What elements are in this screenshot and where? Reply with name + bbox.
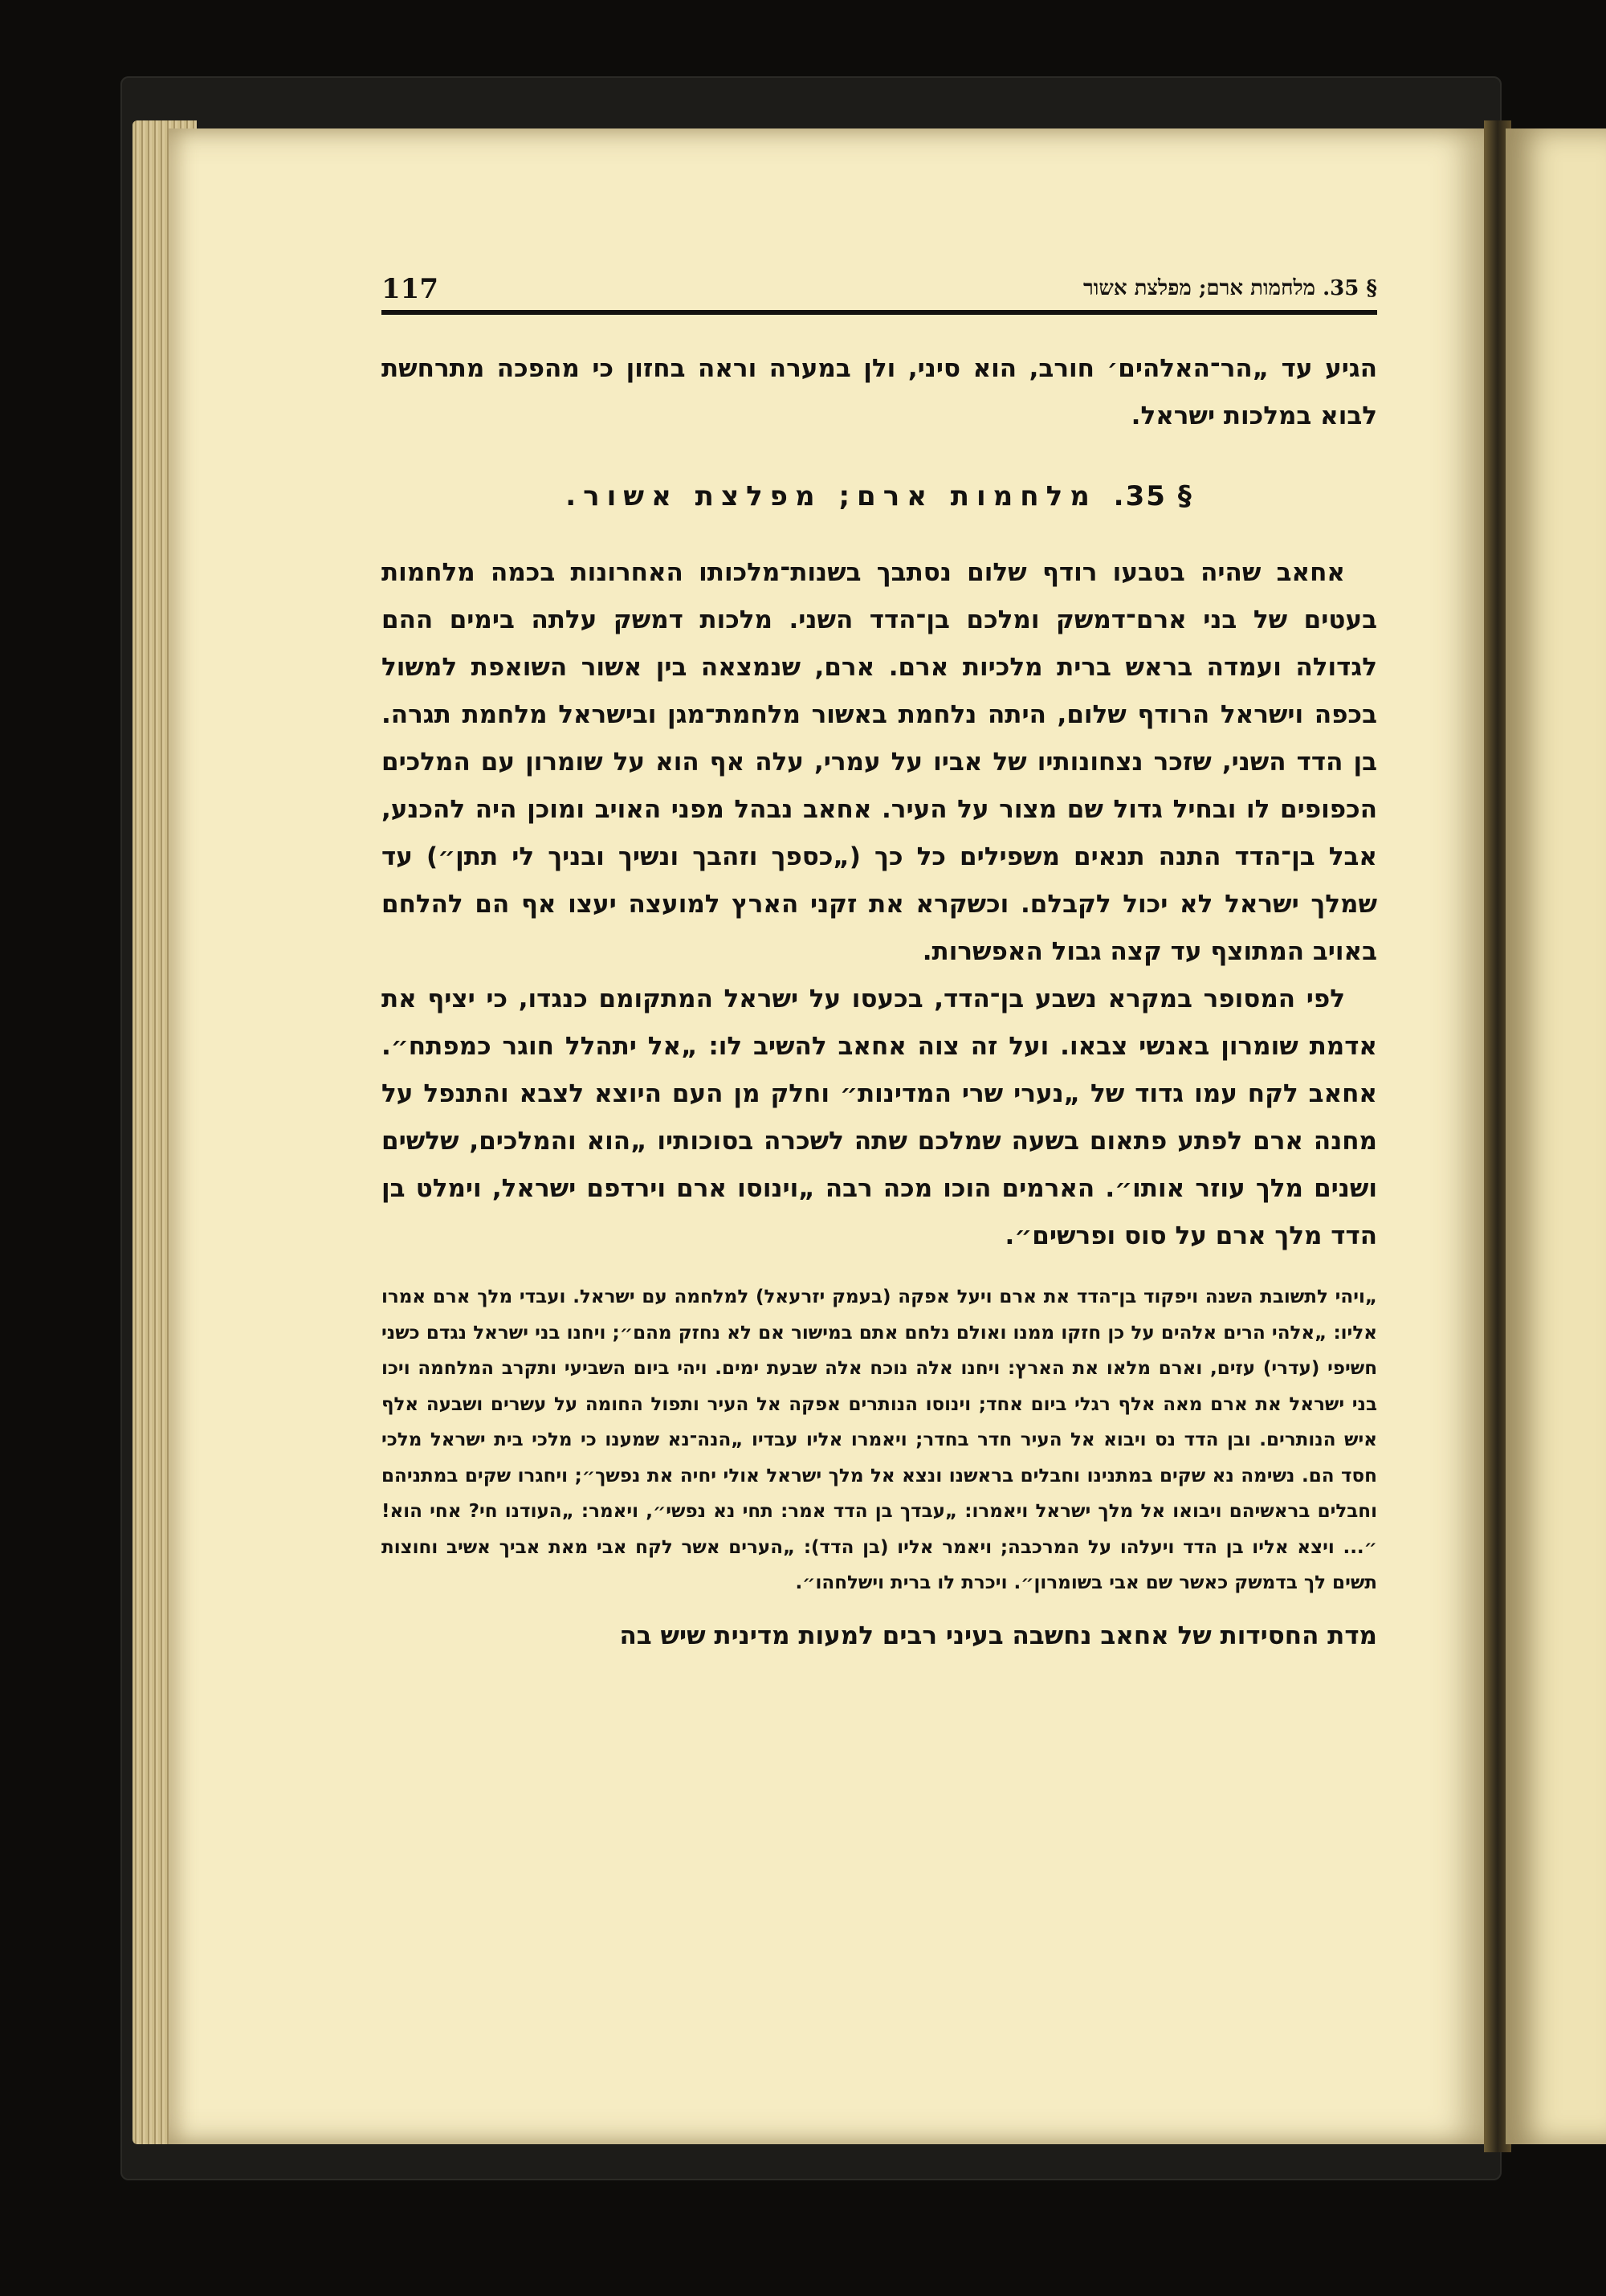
section-heading: [381, 472, 1377, 520]
page-body: [381, 345, 1377, 1660]
opening-paragraph: הגיע עד „הר־האלהים׳ חורב, הוא סיני, ולן במערה וראה בחזון כי מהפכה מתרחשת לבוא במלכות ישראל.: [381, 354, 1377, 430]
running-head: § 35. מלחמות ארם; מפלצת אשור: [1083, 276, 1377, 300]
section-title: מלחמות ארם; מפלצת אשור.: [565, 480, 1097, 512]
facing-page-edge: [1506, 128, 1606, 2144]
page-number: 117: [381, 273, 438, 305]
header-rule: [381, 310, 1377, 315]
closing-paragraph: מדת החסידות של אחאב נחשבה בעיני רבים למעות מדינית שיש בה: [619, 1621, 1377, 1650]
block-quote: „ויהי לתשובת השנה ויפקוד בן־הדד את ארם ויעל אפקה (בעמק יזרעאל) למלחמה עם ישראל. ועבדי מלך ארם אמרו אליו: „אלהי הרים אלהים על כן חזקו ממנו ואולם נלחם אתם במישור אם לא נחזק מהם״; ויחנו בני ישראל נגדם כשני חשיפי (עדרי) עזים, וארם מלאו את הארץ: ויחנו אלה נוכח אלה שבעת ימים. ויהי ביום השביעי ותקרב המלחמה ויכו בני ישראל את ארם מאה אלף רגלי ביום אחד; וינוסו הנותרים אפקה אל העיר ותפול החומה על עשרים ושבעה אלף איש הנותרים. ובן הדד נס ויבוא אל העיר חדר בחדר; ויאמרו אליו עבדיו „הנה־נא שמענו כי מלכי בית ישראל מלכי חסד הם. נשימה נא שקים במתנינו וחבלים בראשנו ונצא אל מלך ישראל אולי יחיה את נפשך״; ויחגרו שקים במתניהם וחבלים בראשיהם ויבואו אל מלך ישראל ויאמרו: „עבדך בן הדד אמר: תחי נא נפשי״, ויאמר: „העודנו חי? אחי הוא!״... ויצא אליו בן הדד ויעלהו על המרכבה; ויאמר אליו (בן הדד): „הערים אשר לקח אבי מאת אביך אשיב וחוצות תשים לך בדמשק כאשר שם אבי בשומרון״. ויכרת לו ברית וישלחהו״.: [381, 1287, 1377, 1593]
page-header: [381, 273, 1377, 312]
section-number: § 35.: [1113, 480, 1193, 512]
body-paragraph: אחאב שהיה בטבעו רודף שלום נסתבך בשנות־מלכותו האחרונות בכמה מלחמות בעטים של בני ארם־דמשק ומלכם בן־הדד השני. מלכות דמשק עלתה בימים ההם לגדולה ועמדה בראש ברית מלכיות ארם. ארם, שנמצאה בין אשור השואפת למשול בכפה וישראל הרודף שלום, היתה נלחמת באשור מלחמת־מגן ובישראל מלחמת תגרה. בן הדד השני, שזכר נצחונותיו של אביו על עמרי, עלה אף הוא על שומרון עם המלכים הכפופים לו ובחיל גדול שם מצור על העיר. אחאב נבהל מפני האויב ומוכן היה להכנע, אבל בן־הדד התנה תנאים משפילים כל כך („כספך וזהבך ונשיך ובניך לי תתן״) עד שמלך ישראל לא יכול לקבלם. וכשקרא את זקני הארץ למועצה יעצו אף הם להלחם באויב המתוצף עד קצה גבול האפשרות.: [381, 558, 1377, 966]
body-paragraph: לפי המסופר במקרא נשבע בן־הדד, בכעסו על ישראל המתקומם כנגדו, כי יציף את אדמת שומרון באנשי צבאו. ועל זה צוה אחאב להשיב לו: „אל יתהלל חוגר כמפתח״. אחאב לקח עמו גדוד של „נערי שרי המדינות״ וחלק מן העם היוצא לצבא והתנפל על מחנה ארם לפתע פתאום בשעה שמלכם שתה לשכרה בסוכותיו „הוא והמלכים, שלשים ושנים מלך עוזר אותו״. הארמים הוכו מכה רבה „וינוסו ארם וירדפם ישראל, וימלט בן הדד מלך ארם על סוס ופרשים״.: [381, 985, 1377, 1250]
